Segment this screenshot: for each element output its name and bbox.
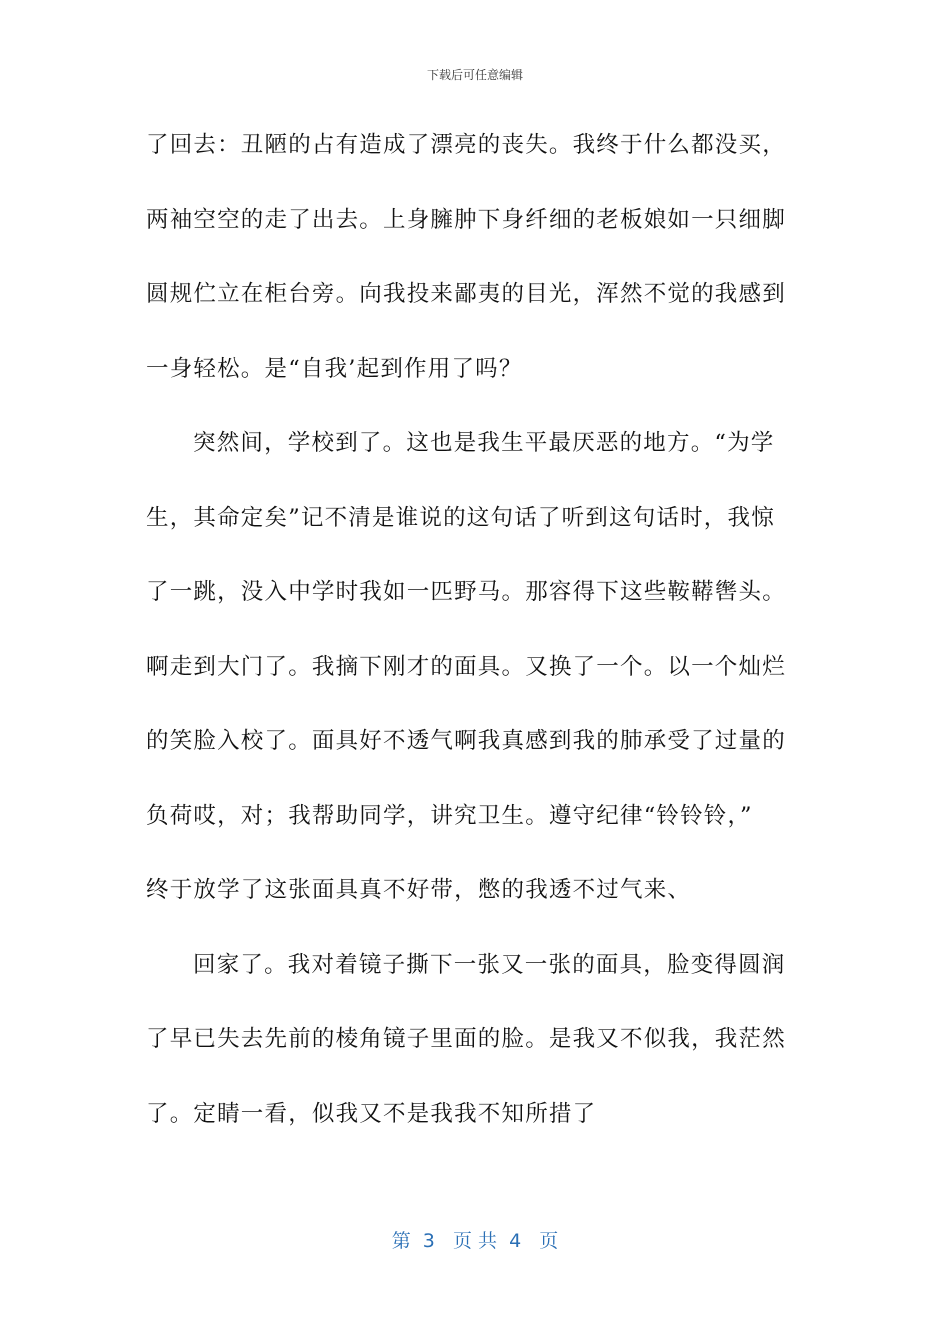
document-body xyxy=(146,124,806,1167)
text-line: 了。定睛一看，似我又不是我我不知所措了 xyxy=(146,1100,597,1127)
page-header: 下载后可任意编辑 xyxy=(426,68,523,82)
paragraph-start-line: 突然间，学校到了。这也是我生平最厌恶的地方。“为学 xyxy=(193,430,775,456)
text-line: 负荷哎，对；我帮助同学，讲究卫生。遵守纪律“铃铃铃，” xyxy=(146,802,753,829)
text-line: 生，其命定矣”记不清是谁说的这句话了听到这句话时，我惊 xyxy=(146,504,775,531)
text-line: 了早已失去先前的棱角镜子里面的脸。是我又不似我，我茫然 xyxy=(146,1026,786,1052)
paragraph-start-line: 回家了。我对着镜子撕下一张又一张的面具，脸变得圆润 xyxy=(193,951,786,978)
page-number-footer: 第 3 页 共 4 页 xyxy=(391,1230,559,1252)
text-line: 了回去：丑陋的占有造成了漂亮的丧失。我终于什么都没买， xyxy=(146,132,786,158)
text-line: 圆规伫立在柜台旁。向我投来鄙夷的目光，浑然不觉的我感到 xyxy=(146,281,786,307)
text-line: 终于放学了这张面具真不好带，憋的我透不过气来、 xyxy=(146,877,692,903)
text-line: 一身轻松。是“自我’起到作用了吗？ xyxy=(146,355,523,382)
text-line: 了一跳，没入中学时我如一匹野马。那容得下这些鞍鞯辔头。 xyxy=(146,579,786,605)
text-line: 两袖空空的走了出去。上身臃肿下身纤细的老板娘如一只细脚 xyxy=(146,206,786,233)
text-line: 啊走到大门了。我摘下刚才的面具。又换了一个。以一个灿烂 xyxy=(146,653,786,680)
text-line: 的笑脸入校了。面具好不透气啊我真感到我的肺承受了过量的 xyxy=(146,728,786,754)
